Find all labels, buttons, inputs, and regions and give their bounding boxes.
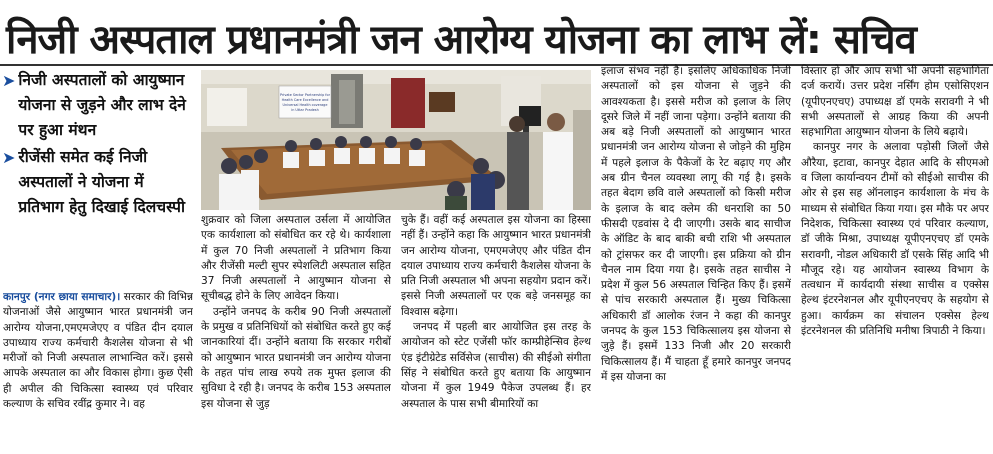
previous-page-strip xyxy=(0,0,993,12)
subhead-text: निजी अस्पतालों को आयुष्मान योजना से जुड़ने और लाभ देने पर हुआ मंथन xyxy=(18,71,186,139)
article-column-1 xyxy=(3,290,193,454)
subhead-2 xyxy=(2,145,192,220)
lead-paragraph xyxy=(3,290,193,412)
arrow-bullet-icon: ➤ xyxy=(2,71,16,90)
paragraph: उन्होंने जनपद के करीब 90 निजी अस्पतालों के प्रमुख व प्रतिनिधियों को संबोधित करते हुए कई जानकारियां दीं। उन्होंने बताया कि सरकार गरीबों को आयुष्मान भारत प्रधानमंत्री जन आरोग्य योजना के तहत पांच लाख रुपये तक मुफ्त इलाज की सुविधा दे रही है। जनपद के करीब 153 अस्पताल इस योजना से जुड़ xyxy=(201,305,391,410)
dateline: कानपुर (नगर छाया समाचार)। xyxy=(3,291,121,303)
paragraph: चुके हैं। वहीं कई अस्पताल इस योजना का हिस्सा नहीं हैं। उन्होंने कहा कि आयुष्मान भारत प्रधानमंत्री जन आरोग्य योजना, एमएमजेएए और पंडित दीन दयाल उपाध्याय राज्य कर्मचारी कैशलेस योजना के प्रति निजी अस्पताल भी अपना सहयोग प्रदान करें। इससे निजी अस्पतालों पर एक बड़े जनसमूह का विश्वास बढ़ेगा। xyxy=(401,214,591,318)
article-column-3 xyxy=(401,213,591,454)
paragraph: शुक्रवार को जिला अस्पताल उर्सला में आयोजित एक कार्यशाला को संबोधित कर रहे थे। कार्यशाला में कुल 70 निजी अस्पतालों ने प्रतिभाग किया और रीजेंसी मल्टी सुपर स्पेशलिटी अस्पताल सहित 37 निजी अस्पतालों ने आयुष्मान योजना से सूचीबद्ध होने के लिए आवेदन किया। xyxy=(201,214,391,303)
article-column-4 xyxy=(601,64,791,454)
svg-text:Health Care Excellence and: Health Care Excellence and xyxy=(281,98,329,102)
svg-text:Private Sector Partnership for: Private Sector Partnership for xyxy=(280,93,330,97)
article-column-2 xyxy=(201,213,391,454)
svg-text:Universal Health coverage: Universal Health coverage xyxy=(282,103,328,107)
subheads xyxy=(2,68,192,222)
subhead-1 xyxy=(2,68,192,143)
arrow-bullet-icon: ➤ xyxy=(2,148,16,167)
headline: निजी अस्पताल प्रधानमंत्री जन आरोग्य योजना का लाभ लें: सचिव xyxy=(6,17,916,63)
paragraph: जनपद में पहली बार आयोजित इस तरह के आयोजन को स्टेट एजेंसी फॉर काम्प्रीहेन्सिव हेल्थ एंड इंटीग्रेटेड सर्विसेज (साचीस) की सीईओ संगीता सिंह ने संबोधित करते हुए बताया कि आयुष्मान योजना में कुल 1949 पैकेज उपलब्ध हैं। हर अस्पताल के पास सभी बीमारियों का xyxy=(401,321,591,410)
svg-text:in Uttar Pradesh: in Uttar Pradesh xyxy=(291,108,319,112)
lead-text: सरकार की विभिन्न योजनाओं जैसे आयुष्मान भारत प्रधानमंत्री जन आरोग्य योजना,एमएमजेएए व पंडित दीन दयाल उपाध्याय राज्य कर्मचारी कैशलेस योजना से भी मरीजों को निजी अस्पताल लाभान्वित करें। इससे आपके अस्पताल का और विकास होगा। कुछ ऐसी ही अपील की चिकित्सा स्वास्थ्य एवं परिवार कल्याण के सचिव रवींद्र कुमार ने। वह xyxy=(3,291,193,411)
article-column-5 xyxy=(801,64,989,454)
paragraph: इलाज संभव नहीं है। इसलिए अधिकाधिक निजी अस्पतालों को इस योजना से जुड़ने की आवश्यकता है। इससे मरीज को इलाज के लिए दूसरे जिले में नहीं जाना पड़ेगा। उन्होंने बताया की अब बड़े निजी अस्पतालों को आयुष्मान भारत प्रधानमंत्री जन आरोग्य योजना से जोड़ने की मुहिम में पहले इलाज के पैकेजों के रेट बढ़ाए गए और अब ग्रीन चैनल व्यवस्था लागू की गई है। इसके तहत बेदाग छवि वाले अस्पतालों को किसी मरीज के इलाज के बाद क्लेम की धनराशि का 50 फीसदी एडवांस दे दी जाएगी। उसके बाद साचीज के ऑडिट के बाद बाकी बची राशि भी अस्पताल को ट्रांसफर कर दी जाएगी। इस प्रक्रिया को ग्रीन चैनल नाम दिया गया है। इसके तहत साचीस ने प्रदेश में कुल 56 अस्पताल चिन्हित किए हैं। इसमें से पांच सरकारी अस्पताल हैं। मुख्य चिकित्सा अधिकारी डॉ आलोक रंजन ने कहा की कानपुर जनपद के कुल 153 चिकित्सालय इस योजना से जुड़े हैं। इसमें 133 निजी और 20 सरकारी चिकित्सालय हैं। मैं चाहता हूँ हमारे कानपुर जनपद में इस योजना का xyxy=(601,65,791,383)
subhead-text: रीजेंसी समेत कई निजी अस्पतालों ने योजना में प्रतिभाग हेतु दिखाई दिलचस्पी xyxy=(18,148,185,216)
news-photo xyxy=(201,70,591,210)
paragraph: कानपुर नगर के अलावा पड़ोसी जिलों जैसे औरैया, इटावा, कानपुर देहात आदि के सीएमओ व जिला कार्यान्वयन टीमों को सीईओ साचीस की ओर से इस सह ऑनलाइन कार्यशाला के मंच के माध्यम से संबोधित किया गया। इस मौके पर अपर निदेशक, चिकित्सा स्वास्थ्य एवं परिवार कल्याण, डॉ जीके मिश्रा, उपाध्यक्ष यूपीएनएचए डॉ एमके सरावगी, नोडल अधिकारी डॉ एसके सिंह आदि भी मौजूद रहे। यह आयोजन स्वास्थ्य विभाग के तत्वधान में कार्यदायी संस्था साचीस व एक्सेस हेल्थ इंटरनेशनल और यूपीएनएचए के सहयोग से हुआ। कार्यक्रम का संचालन एक्सेस हेल्थ इंटरनेशनल की प्रतिनिधि मनीषा त्रिपाठी ने किया। xyxy=(801,141,989,338)
paragraph: विस्तार हो और आप सभी भी अपनी सहभागिता दर्ज करायें। उत्तर प्रदेश नर्सिंग होम एसोसिएशन (यूपीएनएचए) उपाध्यक्ष डॉ एमके सरावगी ने भी सभी अस्पतालों से आग्रह किया की अपनी सहभागिता आयुष्मान योजना के लिये बढ़ाये। xyxy=(801,65,989,139)
